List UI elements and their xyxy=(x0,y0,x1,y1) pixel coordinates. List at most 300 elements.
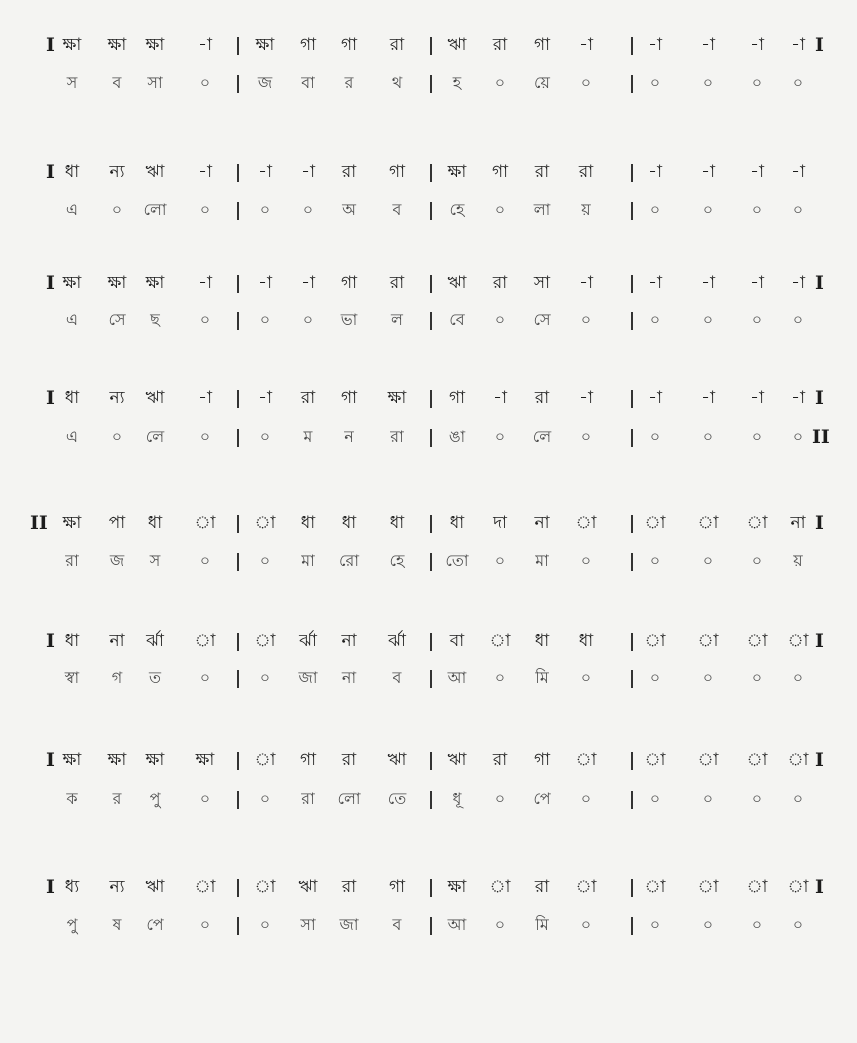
lyric-syllable: ০ xyxy=(494,789,506,808)
bar-line xyxy=(237,312,239,330)
lyric-syllable: ০ xyxy=(751,200,763,219)
swara-note: গা xyxy=(388,877,406,897)
start-mark: I xyxy=(46,272,55,294)
lyric-syllable: ভা xyxy=(340,310,358,329)
swara-note: া xyxy=(194,513,216,533)
swara-note: -া xyxy=(750,162,764,182)
lyric-syllable: ব xyxy=(392,668,402,687)
swara-note: ধা xyxy=(449,513,465,533)
swara-note: ন্য xyxy=(109,162,125,182)
swara-note: রা xyxy=(492,35,508,55)
end-mark: I xyxy=(815,630,824,652)
bar-line xyxy=(631,670,633,688)
swara-note: া xyxy=(254,513,276,533)
bar-line xyxy=(430,670,432,688)
lyric-syllable: ০ xyxy=(702,73,714,92)
lyric-syllable: ০ xyxy=(494,915,506,934)
swara-note: া xyxy=(254,877,276,897)
bar-line xyxy=(237,670,239,688)
swara-note: া xyxy=(194,877,216,897)
lyric-syllable: এ xyxy=(65,200,79,219)
swara-note: ন্য xyxy=(109,388,125,408)
lyric-syllable: লা xyxy=(533,200,551,219)
bar-line xyxy=(430,515,432,533)
swara-note: -া xyxy=(258,162,272,182)
swara-note: ঋা xyxy=(447,750,467,770)
start-mark: II xyxy=(30,512,48,534)
swara-note: ক্ষা xyxy=(107,35,127,55)
swara-note: া xyxy=(787,877,809,897)
swara-note: ক্ষা xyxy=(107,750,127,770)
swara-note: া xyxy=(575,877,597,897)
swara-note: রা xyxy=(534,877,550,897)
swara-note: সা xyxy=(533,273,551,293)
lyric-syllable: ০ xyxy=(580,915,592,934)
lyric-syllable: ০ xyxy=(751,427,763,446)
lyric-syllable: ০ xyxy=(259,200,271,219)
swara-note: না xyxy=(109,631,125,651)
end-mark: I xyxy=(815,512,824,534)
swara-note: না xyxy=(341,631,357,651)
lyric-syllable: ০ xyxy=(792,668,804,687)
swara-note: ঋা xyxy=(298,877,318,897)
swara-note: -া xyxy=(701,273,715,293)
start-mark: I xyxy=(46,161,55,183)
swara-note: গা xyxy=(533,35,551,55)
swara-note: -া xyxy=(791,388,805,408)
swara-row xyxy=(0,383,857,413)
swara-note: ধা xyxy=(64,631,80,651)
bar-line xyxy=(430,791,432,809)
swara-note: রা xyxy=(492,750,508,770)
swara-note: গা xyxy=(388,162,406,182)
lyric-syllable: ০ xyxy=(702,310,714,329)
swara-note: া xyxy=(697,631,719,651)
lyric-syllable: ০ xyxy=(494,427,506,446)
swara-row xyxy=(0,268,857,298)
lyric-syllable: ০ xyxy=(259,310,271,329)
swara-note: -া xyxy=(750,273,764,293)
swara-note: া xyxy=(254,750,276,770)
end-mark: I xyxy=(815,387,824,409)
lyric-syllable: ০ xyxy=(199,668,211,687)
swara-note: ক্ষা xyxy=(255,35,275,55)
lyric-syllable: ০ xyxy=(702,668,714,687)
swara-note: -া xyxy=(198,388,212,408)
swara-note: া xyxy=(254,631,276,651)
swara-note: ধা xyxy=(300,513,316,533)
swara-note: া xyxy=(644,631,666,651)
lyric-syllable: লো xyxy=(143,200,167,219)
lyric-syllable: রা xyxy=(65,551,79,570)
bar-line xyxy=(430,429,432,447)
swara-note: া xyxy=(644,750,666,770)
bar-line xyxy=(430,37,432,55)
lyric-syllable: ধূ xyxy=(452,789,462,808)
swara-note: -া xyxy=(648,273,662,293)
swara-note: ধা xyxy=(64,388,80,408)
lyric-syllable: ০ xyxy=(580,73,592,92)
lyric-syllable: জা xyxy=(339,915,359,934)
bar-line xyxy=(631,37,633,55)
bar-line xyxy=(237,879,239,897)
lyric-syllable: না xyxy=(341,668,357,687)
swara-note: -া xyxy=(648,162,662,182)
lyric-syllable: ০ xyxy=(649,789,661,808)
swara-note: দা xyxy=(493,513,507,533)
swara-note: ঋা xyxy=(145,877,165,897)
swara-note: া xyxy=(746,631,768,651)
lyric-row xyxy=(0,784,857,814)
lyric-syllable: ০ xyxy=(199,915,211,934)
bar-line xyxy=(237,75,239,93)
lyric-syllable: ন xyxy=(344,427,354,446)
swara-note: া xyxy=(489,877,511,897)
swara-note: া xyxy=(644,513,666,533)
swara-note: গা xyxy=(340,273,358,293)
bar-line xyxy=(631,75,633,93)
swara-note: -া xyxy=(258,273,272,293)
lyric-row xyxy=(0,68,857,98)
lyric-syllable: ০ xyxy=(494,551,506,570)
swara-note: রা xyxy=(534,162,550,182)
swara-note: া xyxy=(194,631,216,651)
bar-line xyxy=(631,390,633,408)
lyric-syllable: ০ xyxy=(649,310,661,329)
bar-line xyxy=(237,515,239,533)
bar-line xyxy=(237,429,239,447)
bar-line xyxy=(237,164,239,182)
swara-note: না xyxy=(534,513,550,533)
lyric-syllable: থ xyxy=(391,73,403,92)
lyric-syllable: ল xyxy=(391,310,403,329)
swara-note: ন্য xyxy=(109,877,125,897)
lyric-syllable: ছ xyxy=(150,310,160,329)
lyric-syllable: এ xyxy=(65,310,79,329)
lyric-syllable: ০ xyxy=(702,789,714,808)
end-mark: I xyxy=(815,272,824,294)
lyric-syllable: বা xyxy=(301,73,315,92)
lyric-syllable: ম xyxy=(303,427,313,446)
swara-note: রা xyxy=(389,35,405,55)
swara-note: া xyxy=(787,631,809,651)
lyric-syllable: তে xyxy=(387,789,407,808)
bar-line xyxy=(631,633,633,651)
lyric-syllable: ০ xyxy=(494,73,506,92)
bar-line xyxy=(237,390,239,408)
lyric-syllable: ০ xyxy=(792,915,804,934)
bar-line xyxy=(430,75,432,93)
bar-line xyxy=(430,164,432,182)
swara-note: ক্ষা xyxy=(107,273,127,293)
lyric-syllable: ০ xyxy=(494,200,506,219)
lyric-row xyxy=(0,910,857,940)
swara-note: ধা xyxy=(389,513,405,533)
lyric-syllable: স xyxy=(66,73,78,92)
swara-note: ক্ষা xyxy=(145,35,165,55)
swara-note: গা xyxy=(533,750,551,770)
swara-row xyxy=(0,626,857,656)
lyric-syllable: ০ xyxy=(580,668,592,687)
bar-line xyxy=(631,791,633,809)
lyric-syllable: ০ xyxy=(494,310,506,329)
bar-line xyxy=(631,879,633,897)
swara-note: ক্ষা xyxy=(145,273,165,293)
lyric-syllable: ০ xyxy=(199,427,211,446)
swara-note: গা xyxy=(448,388,466,408)
bar-line xyxy=(237,633,239,651)
swara-row xyxy=(0,30,857,60)
bar-line xyxy=(631,164,633,182)
lyric-syllable: ০ xyxy=(199,551,211,570)
swara-note: -া xyxy=(198,35,212,55)
swara-note: ক্ষা xyxy=(62,750,82,770)
bar-line xyxy=(237,202,239,220)
lyric-syllable: ০ xyxy=(199,310,211,329)
lyric-syllable: য় xyxy=(581,200,591,219)
swara-note: -া xyxy=(701,162,715,182)
bar-line xyxy=(430,275,432,293)
lyric-syllable: স xyxy=(149,551,161,570)
lyric-syllable: ০ xyxy=(702,915,714,934)
swara-note: া xyxy=(746,750,768,770)
swara-note: া xyxy=(575,750,597,770)
swara-note: -া xyxy=(198,273,212,293)
swara-note: বা xyxy=(449,631,465,651)
lyric-syllable: সা xyxy=(147,73,163,92)
swara-note: গা xyxy=(299,750,317,770)
bar-line xyxy=(631,312,633,330)
bar-line xyxy=(430,917,432,935)
start-mark: I xyxy=(46,749,55,771)
lyric-syllable: ০ xyxy=(302,200,314,219)
lyric-syllable: স্বা xyxy=(64,668,80,687)
swara-note: র্ঝা xyxy=(146,631,164,651)
swara-note: -া xyxy=(258,388,272,408)
swara-note: া xyxy=(575,513,597,533)
swara-note: -া xyxy=(648,35,662,55)
lyric-syllable: ০ xyxy=(702,551,714,570)
bar-line xyxy=(237,553,239,571)
swara-note: র্ঝা xyxy=(299,631,317,651)
start-mark: I xyxy=(46,630,55,652)
swara-note: -া xyxy=(701,35,715,55)
lyric-syllable: পু xyxy=(149,789,161,808)
lyric-syllable: ০ xyxy=(649,915,661,934)
swara-note: ক্ষা xyxy=(62,35,82,55)
swara-note: পা xyxy=(108,513,126,533)
swara-note: া xyxy=(697,750,719,770)
lyric-syllable: ০ xyxy=(649,551,661,570)
swara-note: া xyxy=(644,877,666,897)
swara-note: রা xyxy=(300,388,316,408)
swara-note: র্ঝা xyxy=(388,631,406,651)
lyric-syllable: বে xyxy=(449,310,465,329)
lyric-row xyxy=(0,422,857,452)
lyric-syllable: ০ xyxy=(792,310,804,329)
swara-row xyxy=(0,508,857,538)
lyric-syllable: র xyxy=(112,789,122,808)
bar-line xyxy=(631,275,633,293)
lyric-syllable: ০ xyxy=(751,789,763,808)
bar-line xyxy=(237,275,239,293)
lyric-syllable: আ xyxy=(447,915,467,934)
bar-line xyxy=(631,429,633,447)
lyric-syllable: লে xyxy=(145,427,165,446)
swara-note: গা xyxy=(299,35,317,55)
lyric-syllable: জ xyxy=(257,73,273,92)
swara-note: ধা xyxy=(147,513,163,533)
lyric-syllable: ০ xyxy=(792,200,804,219)
swara-note: -া xyxy=(301,273,315,293)
lyric-syllable: ০ xyxy=(111,427,123,446)
swara-note: ধা xyxy=(341,513,357,533)
swara-note: া xyxy=(746,877,768,897)
bar-line xyxy=(237,752,239,770)
swara-note: ক্ষা xyxy=(447,877,467,897)
lyric-syllable: পে xyxy=(146,915,164,934)
lyric-syllable: রা xyxy=(390,427,404,446)
swara-note: রা xyxy=(341,877,357,897)
lyric-syllable: অ xyxy=(342,200,356,219)
lyric-syllable: সে xyxy=(108,310,126,329)
swara-note: গা xyxy=(340,35,358,55)
lyric-syllable: ০ xyxy=(259,668,271,687)
lyric-row xyxy=(0,305,857,335)
lyric-syllable: ০ xyxy=(792,789,804,808)
lyric-syllable: ব xyxy=(392,915,402,934)
end-mark: I xyxy=(815,749,824,771)
lyric-syllable: ব xyxy=(392,200,402,219)
swara-note: রা xyxy=(534,388,550,408)
lyric-syllable: ০ xyxy=(199,73,211,92)
end-mark: I xyxy=(815,876,824,898)
lyric-syllable: ০ xyxy=(649,73,661,92)
swara-note: ঋা xyxy=(145,162,165,182)
lyric-syllable: ত xyxy=(148,668,161,687)
end-mark: I xyxy=(815,34,824,56)
bar-line xyxy=(430,390,432,408)
bar-line xyxy=(631,515,633,533)
lyric-row xyxy=(0,663,857,693)
swara-note: ক্ষা xyxy=(145,750,165,770)
swara-note: -া xyxy=(791,35,805,55)
bar-line xyxy=(631,553,633,571)
start-mark: I xyxy=(46,34,55,56)
lyric-syllable: ০ xyxy=(494,668,506,687)
bar-line xyxy=(430,312,432,330)
swara-note: -া xyxy=(701,388,715,408)
end-mark: II xyxy=(812,426,830,448)
bar-line xyxy=(631,202,633,220)
swara-note: রা xyxy=(341,750,357,770)
swara-note: গা xyxy=(491,162,509,182)
lyric-syllable: ০ xyxy=(259,427,271,446)
bar-line xyxy=(430,202,432,220)
swara-note: া xyxy=(697,513,719,533)
swara-note: -া xyxy=(579,35,593,55)
lyric-syllable: ০ xyxy=(649,427,661,446)
lyric-syllable: জা xyxy=(298,668,318,687)
swara-note: া xyxy=(489,631,511,651)
lyric-syllable: ০ xyxy=(792,73,804,92)
lyric-row xyxy=(0,195,857,225)
lyric-syllable: মি xyxy=(535,915,549,934)
lyric-syllable: ০ xyxy=(259,551,271,570)
swara-note: -া xyxy=(791,162,805,182)
lyric-syllable: ০ xyxy=(649,668,661,687)
lyric-syllable: ০ xyxy=(751,551,763,570)
bar-line xyxy=(631,917,633,935)
lyric-syllable: ষ xyxy=(112,915,122,934)
start-mark: I xyxy=(46,876,55,898)
lyric-syllable: ০ xyxy=(751,73,763,92)
swara-note: -া xyxy=(791,273,805,293)
swara-note: া xyxy=(697,877,719,897)
swara-note: -া xyxy=(198,162,212,182)
lyric-syllable: হে xyxy=(449,200,465,219)
swara-note: ঋা xyxy=(447,35,467,55)
lyric-syllable: রা xyxy=(301,789,315,808)
swara-note: রা xyxy=(578,162,594,182)
swara-note: ক্ষা xyxy=(62,513,82,533)
swara-note: ক্ষা xyxy=(195,750,215,770)
swara-note: -া xyxy=(301,162,315,182)
lyric-syllable: ০ xyxy=(580,551,592,570)
swara-note: ক্ষা xyxy=(447,162,467,182)
swara-note: রা xyxy=(492,273,508,293)
lyric-row xyxy=(0,546,857,576)
swara-note: -া xyxy=(750,388,764,408)
lyric-syllable: ০ xyxy=(111,200,123,219)
lyric-syllable: ০ xyxy=(580,789,592,808)
swara-note: রা xyxy=(341,162,357,182)
lyric-syllable: ০ xyxy=(199,789,211,808)
start-mark: I xyxy=(46,387,55,409)
swara-note: -া xyxy=(579,273,593,293)
lyric-syllable: ০ xyxy=(751,310,763,329)
lyric-syllable: মা xyxy=(535,551,549,570)
swara-note: ঋা xyxy=(145,388,165,408)
lyric-syllable: রো xyxy=(339,551,359,570)
swara-note: -া xyxy=(648,388,662,408)
bar-line xyxy=(430,752,432,770)
lyric-syllable: লে xyxy=(532,427,552,446)
lyric-syllable: হ xyxy=(452,73,462,92)
swara-row xyxy=(0,745,857,775)
lyric-syllable: ব xyxy=(112,73,122,92)
swara-note: ক্ষা xyxy=(62,273,82,293)
bar-line xyxy=(430,553,432,571)
swara-note: ঋা xyxy=(447,273,467,293)
lyric-syllable: ০ xyxy=(702,427,714,446)
swara-note: ধা xyxy=(64,162,80,182)
swara-note: -া xyxy=(750,35,764,55)
swara-note: গা xyxy=(340,388,358,408)
lyric-syllable: পে xyxy=(533,789,551,808)
swara-note: ধ্য xyxy=(64,877,80,897)
swara-note: ধা xyxy=(534,631,550,651)
lyric-syllable: ০ xyxy=(751,915,763,934)
swara-note: ধা xyxy=(578,631,594,651)
lyric-syllable: ০ xyxy=(580,427,592,446)
lyric-syllable: ক xyxy=(66,789,78,808)
lyric-syllable: মা xyxy=(301,551,315,570)
lyric-syllable: পু xyxy=(66,915,78,934)
lyric-syllable: ঙা xyxy=(448,427,466,446)
lyric-syllable: গ xyxy=(111,668,123,687)
bar-line xyxy=(237,917,239,935)
